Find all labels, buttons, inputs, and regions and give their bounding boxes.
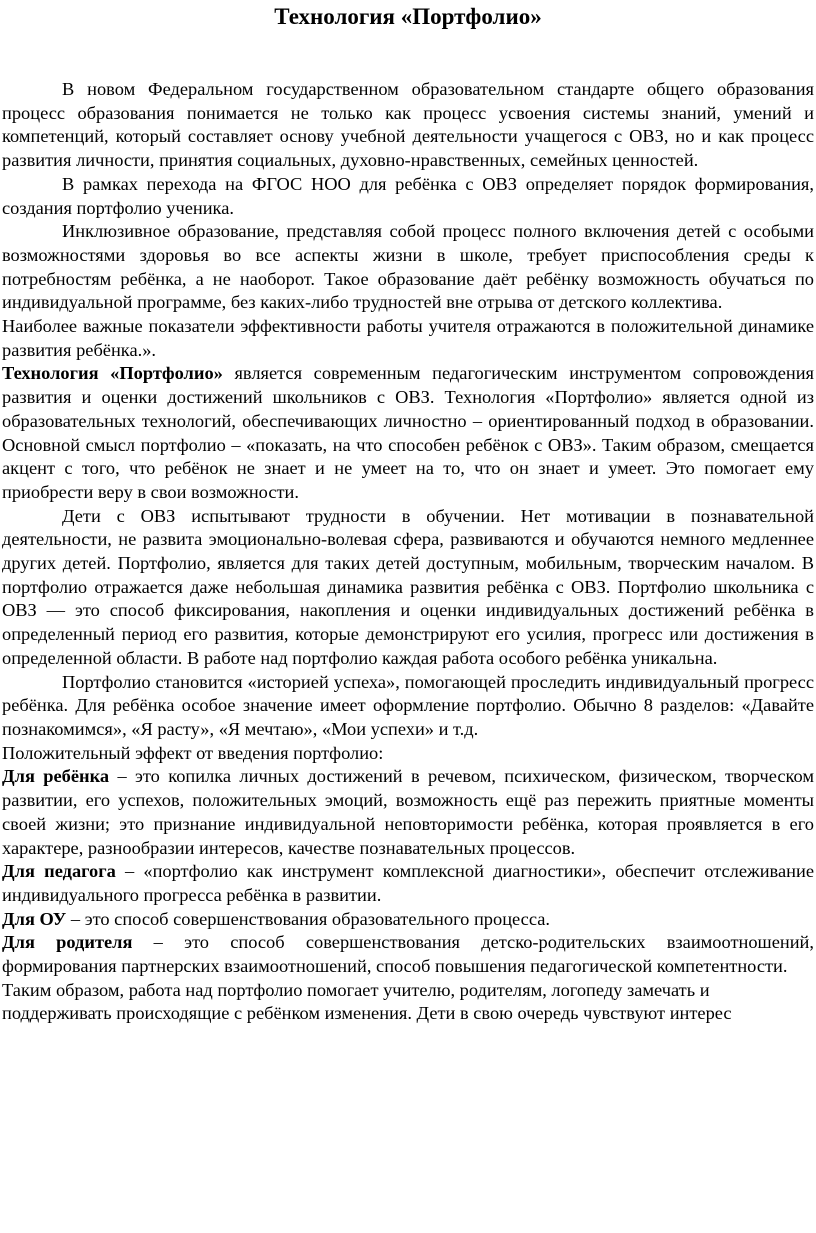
paragraph-for-parent	[2, 931, 814, 978]
paragraph-for-school	[2, 908, 814, 932]
title-spacer	[2, 36, 814, 78]
paragraph-bold-lead: Для ОУ	[2, 908, 67, 929]
paragraph-text: Портфолио становится «историей успеха», помогающей проследить индивидуальный прогресс ребёнка. Для ребёнка особое значение имеет оформление портфолио. Обычно 8 разделов: «Давайте познакомимся», «Я расту», «Я мечтаю», «Мои успехи» и т.д.	[2, 671, 814, 739]
document-title: Технология «Портфолио»	[274, 4, 542, 29]
paragraph-text: – это способ совершенствования образовательного процесса.	[66, 908, 550, 929]
paragraph-text: В новом Федеральном государственном образовательном стандарте общего образования процесс образования понимается не только как процесс усвоения системы знаний, умений и компетенций, который составляет основу учебной деятельности учащегося с ОВЗ, но и как процесс развития личности, принятия социальных, духовно-нравственных, семейных ценностей.	[2, 79, 814, 171]
paragraph-teacher-indicators	[2, 315, 814, 362]
paragraph-text: В рамках перехода на ФГОС НОО для ребёнка с ОВЗ определяет порядок формирования, создания портфолио ученика.	[2, 173, 814, 218]
paragraph-positive-effect	[2, 742, 814, 766]
paragraph-for-teacher	[2, 860, 814, 907]
paragraph-text: – это копилка личных достижений в речевом, психическом, физическом, творческом развитии, его успехов, положительных эмоций, возможность ещё раз пережить приятные моменты своей жизни; это признание индивидуальной неповторимости ребёнка, которая проявляется в его характере, разнообразии интересов, качестве познавательных процессов.	[2, 766, 814, 858]
paragraph-fgos-intro	[2, 78, 814, 173]
paragraph-text: является современным педагогическим инструментом сопровождения развития и оценки достижений школьников с ОВЗ. Технология «Портфолио» является одной из образовательных технологий, обеспечивающих личностно – ориентированный подход в образовании. Основной смысл портфолио – «показать, на что способен ребёнок с ОВЗ». Таким образом, смещается акцент с того, что ребёнок не знает и не умеет на то, что он знает и умеет. Это помогает ему приобрести веру в свои возможности.	[2, 363, 815, 502]
paragraph-for-child	[2, 765, 814, 860]
paragraph-bold-lead: Для педагога	[2, 861, 116, 882]
paragraph-bold-lead: Для ребёнка	[2, 766, 110, 787]
paragraph-text: – это способ совершенствования детско-родительских взаимоотношений, формирования партнерских взаимоотношений, способ повышения педагогической компетентности.	[2, 932, 814, 977]
paragraph-bold-lead: Для родителя	[2, 932, 133, 953]
paragraph-children-difficulties	[2, 505, 814, 671]
paragraph-inclusive-education	[2, 220, 814, 315]
document-body	[2, 78, 814, 1026]
paragraph-text: Дети с ОВЗ испытывают трудности в обучении. Нет мотивации в познавательной деятельности, не развита эмоционально-волевая сфера, развиваются и обучаются немного медленнее других детей. Портфолио, является для таких детей доступным, мобильным, творческим началом. В портфолио отражается даже небольшая динамика развития ребёнка с ОВЗ. Портфолио школьника с ОВЗ — это способ фиксирования, накопления и оценки индивидуальных достижений ребёнка в определенный период его развития, которые демонстрируют его усилия, прогресс или достижения в определенной области. В работе над портфолио каждая работа особого ребёнка уникальна.	[2, 505, 814, 668]
paragraph-bold-lead: Технология «Портфолио»	[2, 363, 223, 384]
paragraph-text: Наиболее важные показатели эффективности работы учителя отражаются в положительной динамике развития ребёнка.».	[2, 316, 814, 360]
paragraph-fgos-noo	[2, 173, 814, 220]
paragraph-conclusion	[2, 979, 814, 1026]
paragraph-text: Положительный эффект от введения портфолио:	[2, 742, 384, 763]
paragraph-technology-portfolio	[2, 362, 814, 504]
paragraph-success-story	[2, 671, 814, 742]
paragraph-text: Инклюзивное образование, представляя собой процесс полного включения детей с особыми возможностями здоровья во все аспекты жизни в школе, требует приспособления среды к потребностям ребёнка, а не наоборот. Такое образование даёт ребёнку возможность обучаться по индивидуальной программе, без каких-либо трудностей вне отрыва от детского коллектива.	[2, 221, 814, 313]
paragraph-text: Таким образом, работа над портфолио помогает учителю, родителям, логопеду замечать и поддерживать происходящие с ребёнком изменения. Дети в свою очередь чувствуют интерес	[2, 979, 732, 1024]
paragraph-text: – «портфолио как инструмент комплексной диагностики», обеспечит отслеживание индивидуального прогресса ребёнка в развитии.	[2, 861, 815, 905]
